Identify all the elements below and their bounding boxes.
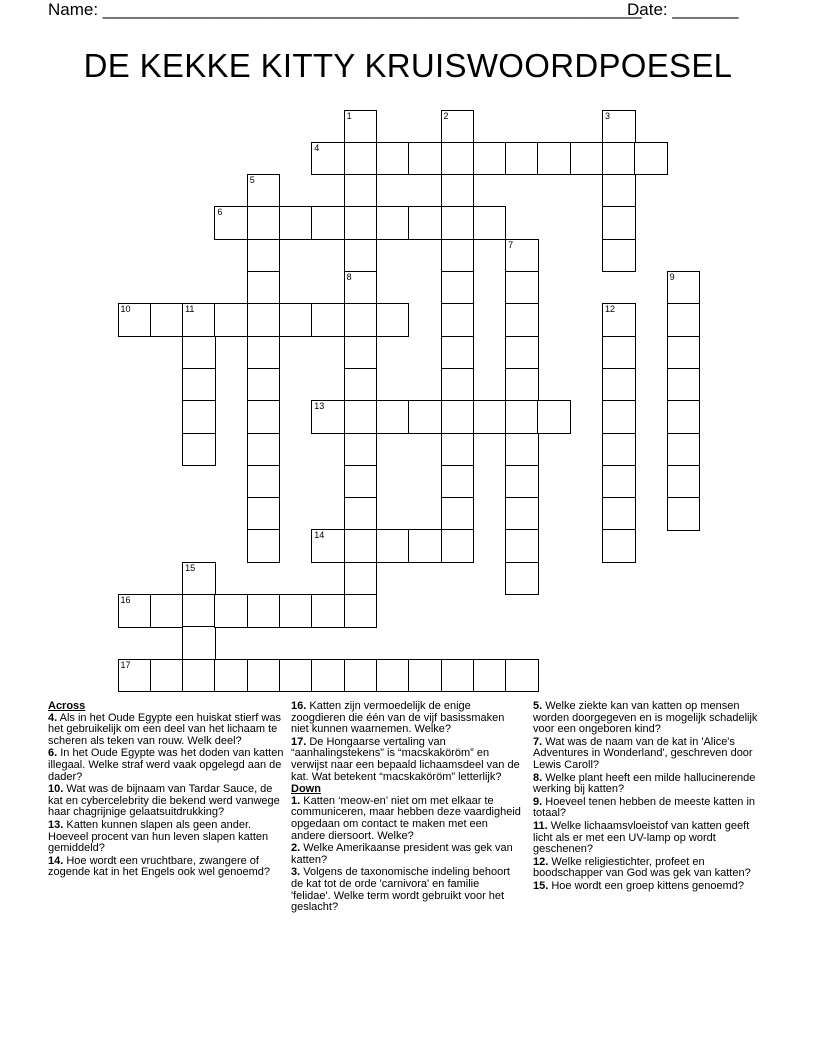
grid-cell[interactable] <box>634 142 668 176</box>
grid-cell[interactable] <box>376 142 410 176</box>
grid-cell[interactable] <box>441 400 475 434</box>
grid-cell[interactable] <box>344 336 378 370</box>
grid-cell[interactable] <box>150 594 184 628</box>
grid-cell[interactable] <box>182 368 216 402</box>
grid-cell[interactable] <box>214 659 248 693</box>
grid-cell[interactable] <box>602 400 636 434</box>
grid-cell[interactable] <box>344 529 378 563</box>
grid-cell[interactable] <box>408 400 442 434</box>
grid-cell[interactable] <box>505 562 539 596</box>
clue-across-4: 4. Als in het Oude Egypte een huiskat stierf was het gebruikelijk om een deel van het lichaam te scheren als teken van rouw. Welk deel? <box>48 711 281 747</box>
grid-cell[interactable] <box>344 110 378 144</box>
grid-cell[interactable] <box>247 174 281 208</box>
grid-cell[interactable] <box>441 239 475 273</box>
grid-cell[interactable] <box>602 174 636 208</box>
grid-cell[interactable] <box>602 110 636 144</box>
grid-cell[interactable] <box>247 206 281 240</box>
clue-across-17: 17. De Hongaarse vertaling van “aanhalingstekens” is “macskaköröm” en verwijst naar een bepaald lichaamsdeel van de kat. Wat betekent “macskaköröm” letterlijk? <box>291 735 520 783</box>
grid-cell[interactable] <box>182 433 216 467</box>
clue-column-2 <box>291 701 521 915</box>
clue-number: 5 <box>249 175 255 186</box>
grid-cell[interactable] <box>247 336 281 370</box>
grid-cell[interactable] <box>505 659 539 693</box>
grid-cell[interactable] <box>667 303 701 337</box>
grid-cell[interactable] <box>505 303 539 337</box>
grid-cell[interactable] <box>376 206 410 240</box>
grid-cell[interactable] <box>602 336 636 370</box>
grid-cell[interactable] <box>247 400 281 434</box>
grid-cell[interactable] <box>247 433 281 467</box>
grid-cell[interactable] <box>408 659 442 693</box>
grid-cell[interactable] <box>376 529 410 563</box>
clue-column-3 <box>533 701 769 894</box>
grid-cell[interactable] <box>441 529 475 563</box>
grid-cell[interactable] <box>344 659 378 693</box>
clue-across-10: 10. Wat was de bijnaam van Tardar Sauce, de kat en cybercelebrity die bekend werd vanwege haar chagrijnige gelaatsuitdrukking? <box>48 783 280 819</box>
grid-cell[interactable] <box>602 529 636 563</box>
grid-cell[interactable] <box>441 174 475 208</box>
grid-cell[interactable] <box>311 400 345 434</box>
grid-cell[interactable] <box>408 142 442 176</box>
grid-cell[interactable] <box>602 303 636 337</box>
grid-cell[interactable] <box>505 142 539 176</box>
grid-cell[interactable] <box>182 659 216 693</box>
clue-down-15: 15. Hoe wordt een groep kittens genoemd? <box>533 879 744 892</box>
grid-cell[interactable] <box>344 142 378 176</box>
page-title: DE KEKKE KITTY KRUISWOORDPOESEL <box>83 47 733 84</box>
grid-cell[interactable] <box>344 368 378 402</box>
grid-cell[interactable] <box>505 336 539 370</box>
grid-cell[interactable] <box>441 368 475 402</box>
clue-number: 16 <box>120 595 131 605</box>
grid-cell[interactable] <box>667 433 701 467</box>
grid-cell[interactable] <box>214 594 248 628</box>
grid-cell[interactable] <box>473 206 507 240</box>
clue-number: 10 <box>120 304 131 315</box>
grid-cell[interactable] <box>505 368 539 402</box>
clue-across-13: 13. Katten kunnen slapen als geen ander. Hoeveel procent van hun leven slapen katten gemiddeld? <box>48 818 269 855</box>
grid-cell[interactable] <box>602 142 636 176</box>
grid-cell[interactable] <box>182 562 216 596</box>
grid-cell[interactable] <box>602 239 636 273</box>
grid-cell[interactable] <box>602 368 636 402</box>
grid-cell[interactable] <box>667 400 701 434</box>
grid-cell[interactable] <box>344 174 378 208</box>
grid-cell[interactable] <box>247 497 281 531</box>
clue-down-7: 7. Wat was de naam van de kat in 'Alice's Adventures in Wonderland', geschreven door Lewis Caroll? <box>533 735 753 771</box>
grid-cell[interactable] <box>214 303 248 337</box>
grid-cell[interactable] <box>247 368 281 402</box>
grid-cell[interactable] <box>311 206 345 240</box>
clue-number: 13 <box>314 401 325 412</box>
name-field-label: Name: _________________________________________________________ <box>48 0 642 19</box>
grid-cell[interactable] <box>602 206 636 240</box>
grid-cell[interactable] <box>182 626 216 660</box>
grid-cell[interactable] <box>505 529 539 563</box>
grid-cell[interactable] <box>667 465 701 499</box>
clue-down-1: 1. Katten ‘meow-en’ niet om met elkaar te communiceren, maar hebben deze vaardigheid opgedaan om contact te maken met een andere diersoort. Welke? <box>291 794 521 842</box>
grid-cell[interactable] <box>150 659 184 693</box>
grid-cell[interactable] <box>247 659 281 693</box>
grid-cell[interactable] <box>505 271 539 305</box>
grid-cell[interactable] <box>537 142 571 176</box>
grid-cell[interactable] <box>118 594 152 628</box>
clue-number: 2 <box>443 110 449 121</box>
grid-cell[interactable] <box>344 303 378 337</box>
date-field-label: Date: _______ <box>627 0 739 19</box>
down-heading: Down <box>291 783 321 796</box>
grid-cell[interactable] <box>344 400 378 434</box>
grid-cell[interactable] <box>182 336 216 370</box>
clue-down-5: 5. Welke ziekte kan van katten op mensen worden doorgegeven en is mogelijk schadelijk voor een ongeboren kind? <box>533 700 758 736</box>
grid-cell[interactable] <box>441 465 475 499</box>
clue-number: 11 <box>185 304 195 315</box>
grid-cell[interactable] <box>408 529 442 563</box>
grid-cell[interactable] <box>602 433 636 467</box>
grid-cell[interactable] <box>602 465 636 499</box>
grid-cell[interactable] <box>279 206 313 240</box>
clue-number: 4 <box>314 142 320 153</box>
grid-cell[interactable] <box>311 659 345 693</box>
grid-cell[interactable] <box>376 659 410 693</box>
grid-cell[interactable] <box>602 497 636 531</box>
clue-number: 17 <box>120 659 131 670</box>
grid-cell[interactable] <box>408 206 442 240</box>
grid-cell[interactable] <box>441 271 475 305</box>
grid-cell[interactable] <box>311 142 345 176</box>
grid-cell[interactable] <box>667 336 701 370</box>
grid-cell[interactable] <box>441 206 475 240</box>
grid-cell[interactable] <box>247 465 281 499</box>
grid-cell[interactable] <box>441 303 475 337</box>
clue-down-8: 8. Welke plant heeft een milde hallucinerende werking bij katten? <box>533 771 756 796</box>
grid-cell[interactable] <box>344 562 378 596</box>
grid-cell[interactable] <box>247 239 281 273</box>
grid-cell[interactable] <box>505 465 539 499</box>
grid-cell[interactable] <box>376 400 410 434</box>
clue-down-2: 2. Welke Amerikaanse president was gek van katten? <box>291 842 513 866</box>
grid-cell[interactable] <box>311 303 345 337</box>
clue-number: 3 <box>605 110 611 121</box>
grid-cell[interactable] <box>473 659 507 693</box>
grid-cell[interactable] <box>505 433 539 467</box>
grid-cell[interactable] <box>311 594 345 628</box>
clue-down-11: 11. Welke lichaamsvloeistof van katten geeft licht als er met een UV-lamp op wordt geschenen? <box>533 819 750 856</box>
grid-cell[interactable] <box>182 594 216 628</box>
grid-cell[interactable] <box>441 433 475 467</box>
grid-cell[interactable] <box>570 142 604 176</box>
grid-cell[interactable] <box>441 336 475 370</box>
clue-number: 12 <box>605 304 616 315</box>
grid-cell[interactable] <box>667 368 701 402</box>
grid-cell[interactable] <box>182 400 216 434</box>
grid-cell[interactable] <box>344 433 378 467</box>
grid-cell[interactable] <box>214 206 248 240</box>
grid-cell[interactable] <box>441 497 475 531</box>
clue-number: 9 <box>669 272 675 282</box>
grid-cell[interactable] <box>118 659 152 693</box>
grid-cell[interactable] <box>505 497 539 531</box>
grid-cell[interactable] <box>344 497 378 531</box>
grid-cell[interactable] <box>247 594 281 628</box>
grid-cell[interactable] <box>118 303 152 337</box>
clue-number: 15 <box>185 562 196 573</box>
grid-cell[interactable] <box>505 400 539 434</box>
clue-across-6: 6. In het Oude Egypte was het doden van katten illegaal. Welke straf werd vaak opgelegd aan de dader? <box>48 747 284 783</box>
grid-cell[interactable] <box>473 142 507 176</box>
grid-cell[interactable] <box>376 303 410 337</box>
clue-down-3: 3. Volgens de taxonomische indeling behoort de kat tot de orde 'carnivora' en familie 'felidae'. Welke term wordt gebruikt voor het geslacht? <box>291 866 510 914</box>
grid-cell[interactable] <box>247 271 281 305</box>
clue-down-9: 9. Hoeveel tenen hebben de meeste katten in totaal? <box>533 795 756 820</box>
grid-cell[interactable] <box>505 239 539 273</box>
clue-number: 1 <box>346 110 352 121</box>
grid-cell[interactable] <box>537 400 571 434</box>
grid-cell[interactable] <box>441 659 475 693</box>
grid-cell[interactable] <box>344 239 378 273</box>
grid-cell[interactable] <box>150 303 184 337</box>
grid-cell[interactable] <box>441 142 475 176</box>
clue-number: 6 <box>217 207 223 218</box>
clue-across-14: 14. Hoe wordt een vruchtbare, zwangere of zogende kat in het Engels ook wel genoemd? <box>48 854 270 879</box>
grid-cell[interactable] <box>344 271 378 305</box>
grid-cell[interactable] <box>311 529 345 563</box>
grid-cell[interactable] <box>344 465 378 499</box>
clue-column-1 <box>48 701 284 880</box>
grid-cell[interactable] <box>667 271 701 305</box>
clue-number: 8 <box>346 272 352 282</box>
clue-number: 14 <box>314 530 325 541</box>
grid-cell[interactable] <box>247 303 281 337</box>
grid-cell[interactable] <box>279 659 313 693</box>
across-heading: Across <box>48 700 86 712</box>
clue-down-12: 12. Welke religiestichter, profeet en boodschapper van God was gek van katten? <box>533 855 751 880</box>
grid-cell[interactable] <box>344 206 378 240</box>
grid-cell[interactable] <box>182 303 216 337</box>
grid-cell[interactable] <box>279 594 313 628</box>
grid-cell[interactable] <box>441 110 475 144</box>
clue-across-16: 16. Katten zijn vermoedelijk de enige zoogdieren die één van de vijf basissmaken niet kunnen waarnemen. Welke? <box>291 700 505 736</box>
clue-number: 7 <box>508 239 514 250</box>
grid-cell[interactable] <box>247 529 281 563</box>
grid-cell[interactable] <box>279 303 313 337</box>
grid-cell[interactable] <box>344 594 378 628</box>
grid-cell[interactable] <box>473 400 507 434</box>
grid-cell[interactable] <box>667 497 701 531</box>
